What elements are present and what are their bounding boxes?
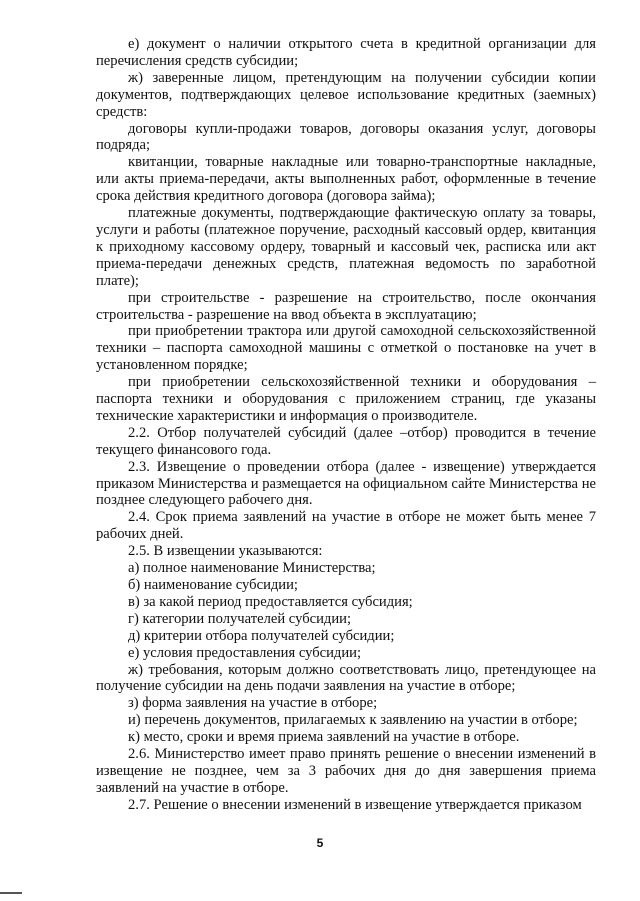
list-item: з) форма заявления на участие в отборе; — [128, 695, 378, 712]
list-item: д) критерии отбора получателей субсидии; — [128, 627, 395, 644]
paragraph: 2.6. Министерство имеет право принять решение о внесении изменений в извещение не позднее, чем за 3 рабочих дня до дня завершения приема заявлений на участие в отборе. — [96, 746, 596, 796]
paragraph: 2.4. Срок приема заявлений на участие в отборе не может быть менее 7 рабочих дней. — [96, 509, 596, 543]
list-item: к) место, сроки и время приема заявлений на участие в отборе. — [128, 729, 520, 746]
list-item: б) наименование субсидии; — [128, 577, 298, 593]
paragraph: 2.3. Извещение о проведении отбора (далее - извещение) утверждается приказом Министерства и размещается на официальном сайте Министерства не позднее следующего рабочего дня. — [96, 458, 596, 509]
paragraph: платежные документы, подтверждающие фактическую оплату за товары, услуги и работы (платежное поручение, расходный кассовый ордер, квитанция к приходному кассовому ордеру, товарный и кассовый чек, расписка или акт приема-передачи денежных средств, платежная ведомость по заработной плате); — [96, 205, 596, 289]
paragraph: договоры купли-продажи товаров, договоры оказания услуг, договоры подряда; — [96, 120, 596, 154]
paragraph: ж) заверенные лицом, претендующим на получении субсидии копии документов, подтверждающих целевое использование кредитных (заемных) средств: — [96, 69, 596, 120]
list-item: ж) требования, которым должно соответствовать лицо, претендующее на получение субсидии на день подачи заявления на участие в отборе; — [96, 661, 596, 695]
paragraph: 2.2. Отбор получателей субсидий (далее –отбор) проводится в течение текущего финансового года. — [96, 424, 596, 458]
scan-edge-mark — [0, 892, 22, 894]
paragraph: е) документ о наличии открытого счета в кредитной организации для перечисления средств субсидии; — [96, 36, 596, 69]
list-item: е) условия предоставления субсидии; — [128, 644, 362, 661]
paragraph: 2.5. В извещении указываются: — [128, 543, 323, 560]
document-body — [96, 36, 596, 814]
list-item: г) категории получателей субсидии; — [128, 610, 352, 627]
page-number: 5 — [316, 836, 324, 850]
paragraph: при строительстве - разрешение на строительство, после окончания строительства - разрешение на ввод объекта в эксплуатацию; — [96, 289, 596, 323]
list-item: в) за какой период предоставляется субсидия; — [128, 593, 413, 610]
list-item: а) полное наименование Министерства; — [128, 560, 376, 577]
paragraph: при приобретении сельскохозяйственной техники и оборудования – паспорта техники и оборудования с приложением страниц, где указаны технические характеристики и информация о производителе. — [96, 374, 596, 424]
paragraph: 2.7. Решение о внесении изменений в извещение утверждается приказом — [128, 796, 582, 813]
paragraph: при приобретении трактора или другой самоходной сельскохозяйственной техники – паспорта самоходной машины с отметкой о постановке на учет в установленном порядке; — [96, 323, 596, 374]
list-item: и) перечень документов, прилагаемых к заявлению на участии в отборе; — [128, 712, 578, 729]
paragraph: квитанции, товарные накладные или товарно-транспортные накладные, или акты приема-передачи, акты выполненных работ, оформленные в течение срока действия кредитного договора (договора займа); — [96, 154, 596, 205]
